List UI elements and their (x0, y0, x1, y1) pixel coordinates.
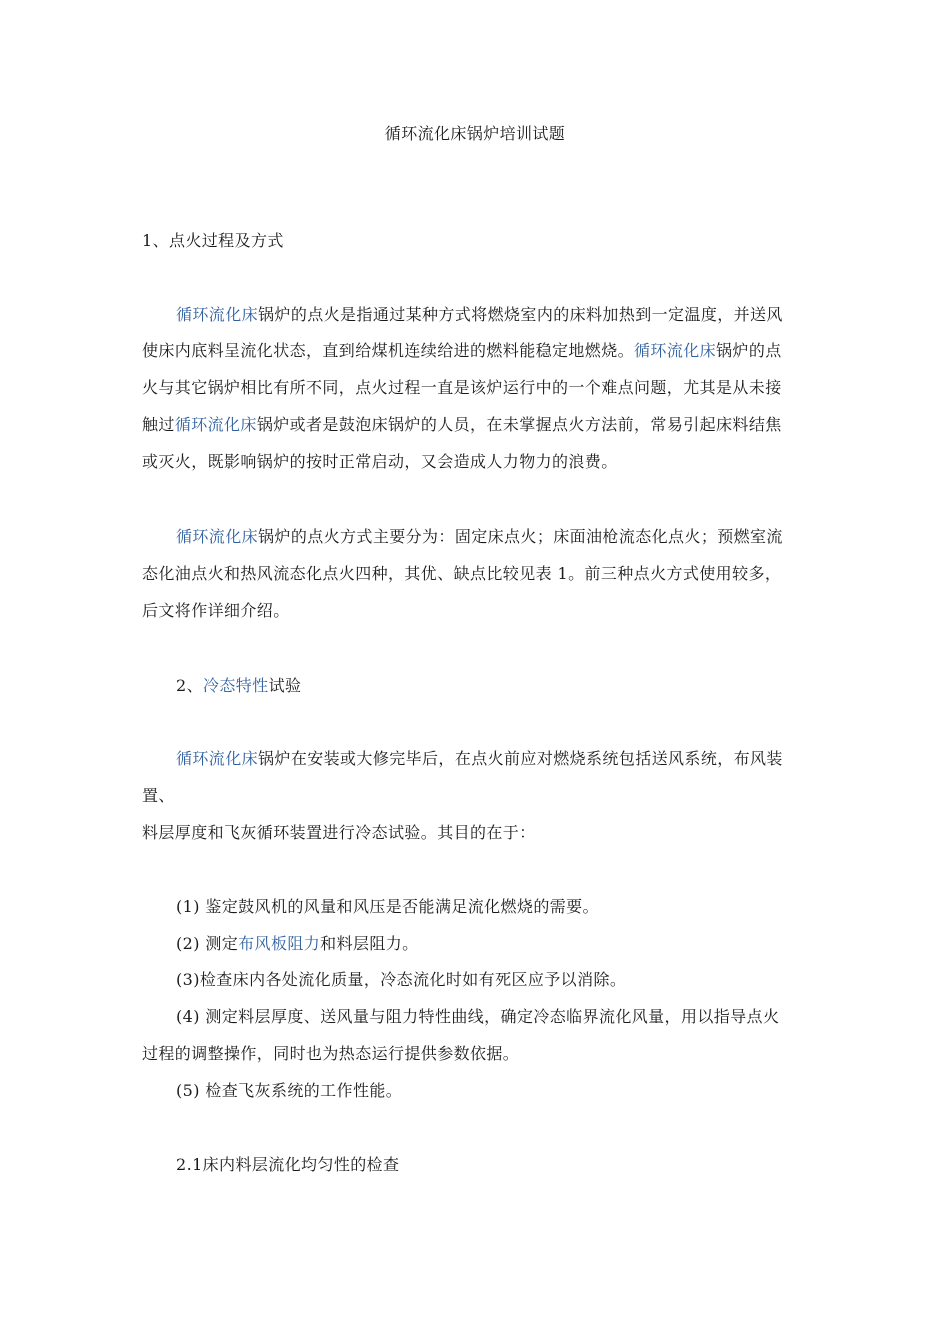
section-1-heading: 1、点火过程及方式 (142, 231, 284, 250)
paragraph-line: 置、 (142, 786, 175, 805)
paragraph-text: 触过 (142, 415, 175, 434)
paragraph-line: 火与其它锅炉相比有所不同，点火过程一直是该炉运行中的一个难点问题，尤其是从未接 (142, 378, 782, 397)
keyword-link[interactable]: 循环流化床 (176, 305, 259, 324)
paragraph-line (142, 415, 782, 435)
heading-text: 试验 (268, 676, 302, 695)
paragraph-line: 料层厚度和飞灰循环装置进行冷态试验。其目的在于： (142, 823, 536, 842)
paragraph-line (176, 527, 783, 547)
heading-number: 2、 (176, 676, 203, 695)
keyword-link[interactable]: 冷态特性 (202, 676, 269, 695)
paragraph-line (176, 305, 783, 325)
list-item-text: (2) 测定 (176, 934, 239, 953)
list-item (176, 934, 419, 954)
paragraph-line (142, 341, 782, 361)
list-item: (4) 测定料层厚度、送风量与阻力特性曲线，确定冷态临界流化风量，用以指导点火 (176, 1007, 780, 1026)
list-item: (3)检查床内各处流化质量，冷态流化时如有死区应予以消除。 (176, 970, 627, 989)
keyword-link[interactable]: 布风板阻力 (238, 934, 321, 953)
list-item-continuation: 过程的调整操作，同时也为热态运行提供参数依据。 (142, 1044, 520, 1063)
keyword-link[interactable]: 循环流化床 (634, 341, 717, 360)
list-item-text: 和料层阻力。 (320, 934, 419, 953)
paragraph-line: 态化油点火和热风流态化点火四种，其优、缺点比较见表 1。前三种点火方式使用较多， (142, 564, 782, 583)
keyword-link[interactable]: 循环流化床 (176, 527, 259, 546)
keyword-link[interactable]: 循环流化床 (174, 415, 257, 434)
paragraph-text: 锅炉在安装或大修完毕后，在点火前应对燃烧系统包括送风系统，布风装 (258, 749, 783, 768)
document-title: 循环流化床锅炉培训试题 (384, 124, 566, 143)
paragraph-line: 或灭火，既影响锅炉的按时正常启动，又会造成人力物力的浪费。 (142, 452, 618, 471)
list-item: (5) 检查飞灰系统的工作性能。 (176, 1081, 403, 1100)
paragraph-text: 锅炉的点火方式主要分为：固定床点火；床面油枪流态化点火；预燃室流 (258, 527, 783, 546)
keyword-link[interactable]: 循环流化床 (176, 749, 259, 768)
paragraph-text: 锅炉或者是鼓泡床锅炉的人员，在未掌握点火方法前，常易引起床料结焦 (256, 415, 782, 434)
list-item: (1) 鉴定鼓风机的风量和风压是否能满足流化燃烧的需要。 (176, 897, 599, 916)
paragraph-text: 锅炉的点火是指通过某种方式将燃烧室内的床料加热到一定温度，并送风 (258, 305, 783, 324)
paragraph-line (176, 749, 783, 769)
section-2-heading (176, 676, 301, 696)
paragraph-text: 锅炉的点 (716, 341, 782, 360)
paragraph-line: 后文将作详细介绍。 (142, 601, 290, 620)
sub-heading: 2.1床内料层流化均匀性的检查 (176, 1155, 400, 1174)
paragraph-text: 使床内底料呈流化状态，直到给煤机连续给进的燃料能稳定地燃烧。 (142, 341, 635, 360)
